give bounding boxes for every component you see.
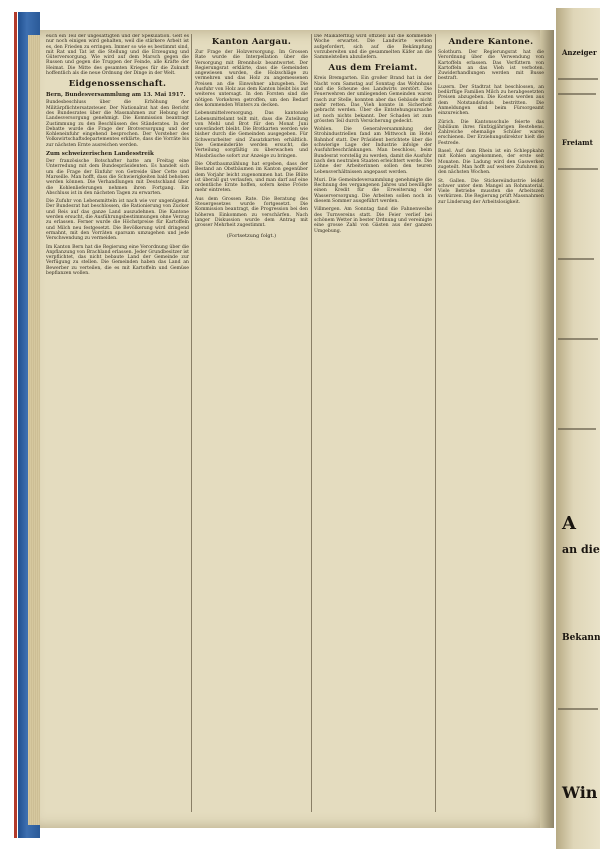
adjacent-text-line bbox=[558, 93, 596, 95]
article-text: Die Zufuhr von Lebensmitteln ist nach wie vor ungenügend. Der Bundesrat hat beschlossen, die Rationierung von Zucker und Reis auf das ganze Land auszudehnen. Die Kantone werden ersucht, die Ausführungsbestimmungen ohne Verzug zu erlassen. Ferner wurde die Höchstpreise für Kartoffeln und Milch neu festgesetzt. Die Bevölkerung wird dringend ermahnt, mit den Vorräten sparsam umzugehen und jede Verschwendung zu vermeiden. bbox=[46, 199, 189, 242]
article-subheading: Bern, Bundesversammlung am 13. Mai 1917. bbox=[46, 92, 186, 99]
spine-edge-red bbox=[14, 12, 17, 838]
adjacent-ad-letter: A bbox=[562, 513, 576, 534]
column-1 bbox=[46, 34, 189, 812]
adjacent-heading: Freiamt bbox=[562, 138, 593, 147]
article-text: euch ein Teil der ungesättigten und der Spekulation. Gelt es nur noch einigen wird gehalten, weil die stärkere Arbeit ist es, den Frieden zu erringen. Immer so wie es bestimmt sind, mit Rat und Tat ist die Stellung und die Erzeugung und Güterversorgung. Wie wird auf dem Marsch gegen die Russen und gegen die Truppen der Feinde, alle Kräfte der Heimat. Die Mitte des gesamten Krieges für die Zukunft hoffentlich als die neue Ordnung der Dinge in der Welt. bbox=[46, 34, 189, 77]
article-text: Solothurn. Der Regierungsrat hat die Verordnung über die Verwendung von Kartoffeln erlassen. Das Verfüttern von Kartoffeln an das Vieh ist verboten. Zuwiderhandlungen werden mit Busse bestraft. bbox=[438, 50, 544, 82]
column-rule bbox=[191, 34, 192, 812]
adjacent-text-line bbox=[558, 258, 594, 260]
column-4 bbox=[438, 34, 544, 812]
article-text: Zürich. Die Kantonsschule feierte das Jubiläum ihres fünfzigjährigen Bestehens. Zahlreiche ehemalige Schüler waren erschienen. Der Erziehungsdirektor hielt die Festrede. bbox=[438, 119, 544, 146]
section-heading: Kanton Aargau. bbox=[211, 37, 292, 47]
section-heading: Andere Kantone. bbox=[448, 37, 534, 47]
article-text: Bundesbeschluss über die Erhöhung der Militärpflichtersatzsteuer. Der Nationalrat hat den Bericht des Bundesrates über die Massnahmen zur Hebung der Landesversorgung genehmigt. Die Kommission beantragt Zustimmung zu den Beschlüssen des Ständerates. In der Debatte wurde die Frage der Brotversorgung und der Kohleneinfuhr eingehend besprochen. Der Vorsteher des Volkswirtschaftsdepartementes erklärte, dass die Vorräte bis zur nächsten Ernte ausreichen werden. bbox=[46, 100, 189, 148]
adjacent-text-line bbox=[558, 78, 598, 80]
adjacent-ad-bekannt: Bekann bbox=[562, 633, 600, 643]
article-text: Wohlen. Die Generalversammlung der Strohindustriellen fand am Mittwoch im Hotel Bahnhof statt. Der Präsident berichtete über die schwierige Lage der Industrie infolge der Ausfuhrbeschränkungen. Man beschloss, beim Bundesrat vorstellig zu werden, damit die Ausfuhr nach den neutralen Staaten erleichtert werde. Die Löhne der Arbeiterinnen sollen den teuren Lebensverhältnissen angepasst werden. bbox=[314, 127, 432, 175]
adjacent-ad-win: Win bbox=[562, 783, 598, 802]
adjacent-title: Anzeiger bbox=[562, 48, 597, 57]
article-text: Die Maikäferflug wird offiziell auf die kommende Woche erwartet. Die Landwirte werden aufgefordert, sich auf die Bekämpfung vorzubereiten und die gesammelten Käfer an die Sammelstellen abzuliefern. bbox=[314, 34, 432, 61]
article-text: Muri. Die Gemeindeversammlung genehmigte die Rechnung des vergangenen Jahres und bewilligte einen Kredit für die Erweiterung der Wasserversorgung. Die Arbeiten sollen noch in diesem Sommer ausgeführt werden. bbox=[314, 177, 432, 205]
article-text: Die Obstbaumzählung hat ergeben, dass der Bestand an Obstbäumen im Kanton gegenüber dem Vorjahr leicht zugenommen hat. Die Blüte ist überall gut verlaufen, und man darf auf eine ordentliche Ernte hoffen, sofern keine Fröste mehr eintreten. bbox=[195, 161, 308, 194]
adjacent-text-line bbox=[558, 428, 596, 430]
section-heading: Aus dem Freiamt. bbox=[328, 63, 418, 74]
article-text: Luzern. Der Stadtrat hat beschlossen, an bedürftige Familien Milch zu herabgesetzten Preisen abzugeben. Die Kosten werden aus dem Notstandsfonds bestritten. Die Anmeldungen sind beim Fürsorgeamt einzureichen. bbox=[438, 84, 544, 117]
column-rule bbox=[311, 34, 312, 812]
article-text: Lebensmittelversorgung. Das kantonale Lebensmittelamt teilt mit, dass die Zuteilung von Mehl und Brot für den Monat Juni unverändert bleibt. Die Brotkarten werden wie bisher durch die Gemeinden ausgegeben. Für Schwerarbeiter sind Zusatzkarten erhältlich. Die Gemeinderäte werden ersucht, die Verteilung sorgfältig zu überwachen und Missbräuche sofort zur Anzeige zu bringen. bbox=[195, 111, 308, 159]
adjacent-ad-text: an die bbox=[562, 543, 600, 556]
continuation-note: (Fortsetzung folgt.) bbox=[226, 232, 277, 239]
column-2 bbox=[195, 34, 308, 812]
article-text: Im Kanton Bern hat die Regierung eine Verordnung über die Anpflanzung von Brachland erlassen. Jeder Grundbesitzer ist verpflichtet, das nicht bebaute Land der Gemeinde zur Verfügung zu stellen. Die Gemeinden haben das Land an Bewerber zu verteilen, die es mit Kartoffeln und Gemüse bepflanzen wollen. bbox=[46, 244, 189, 276]
column-rule bbox=[435, 34, 436, 812]
article-text: Der französische Botschafter hatte am Freitag eine Unterredung mit dem Bundespräsidenten. Es handelt sich um die Frage der Einfuhr von Getreide über Cette und Marseille. Man hofft, dass die Schwierigkeiten bald behoben werden können. Die Verhandlungen mit Deutschland über die Kohlenlieferungen nehmen ihren Fortgang. Ein Abschluss ist in den nächsten Tagen zu erwarten. bbox=[46, 159, 189, 196]
article-text: Kreis Bremgarten. Ein großer Brand hat in der Nacht vom Samstag auf Sonntag das Wohnhaus und die Scheune des Landwirts zerstört. Die Feuerwehren der umliegenden Gemeinden waren rasch zur Stelle, konnten aber das Gebäude nicht mehr retten. Das Vieh konnte in Sicherheit gebracht werden. Über die Entstehungsursache ist noch nichts bekannt. Der Schaden ist zum grössten Teil durch Versicherung gedeckt. bbox=[314, 76, 432, 124]
article-text: Basel. Auf dem Rhein ist ein Schleppkahn mit Kohlen angekommen, der erste seit Monaten. Die Ladung wird den Gaswerken zugeteilt. Man hofft auf weitere Zufuhren in den nächsten Wochen. bbox=[438, 149, 544, 176]
column-3 bbox=[314, 34, 432, 812]
article-subheading: Zum schweizerischen Landesstreik bbox=[46, 151, 154, 158]
article-text: Aus dem Grossen Rate. Die Beratung des Steuergesetzes wurde fortgesetzt. Die Kommission beantragt, die Progression bei den höheren Einkommen zu verschärfen. Nach langer Diskussion wurde dem Antrag mit grosser Mehrheit zugestimmt. bbox=[195, 196, 308, 229]
article-text: Zur Frage der Holzversorgung. Im Grossen Rate wurde die Interpellation über die Versorgung mit Brennholz beantwortet. Der Regierungsrat erklärte, dass die Gemeinden angewiesen wurden, die Holzschläge zu vermehren und das Holz zu angemessenen Preisen an die Einwohner abzugeben. Die Ausfuhr von Holz aus dem Kanton bleibt bis auf weiteres untersagt. In den Forsten sind die nötigen Vorkehren getroffen, um den Bedarf des kommenden Winters zu decken. bbox=[195, 50, 308, 108]
article-text: Villmergen. Am Sonntag fand die Fahnenweihe des Turnvereins statt. Die Feier verlief bei schönem Wetter in bester Ordnung und vereinigte eine grosse Zahl von Gästen aus der ganzen Umgebung. bbox=[314, 207, 432, 234]
adjacent-text-line bbox=[558, 168, 598, 170]
adjacent-text-line bbox=[558, 338, 598, 340]
section-heading: Eidgenossenschaft. bbox=[68, 79, 167, 90]
article-text: St. Gallen. Die Stickereiindustrie leidet schwer unter dem Mangel an Rohmaterial. Viele Betriebe mussten die Arbeitszeit verkürzen. Die Regierung prüft Massnahmen zur Linderung der Arbeitslosigkeit. bbox=[438, 178, 544, 205]
adjacent-page bbox=[556, 8, 600, 849]
adjacent-text-line bbox=[558, 708, 598, 710]
